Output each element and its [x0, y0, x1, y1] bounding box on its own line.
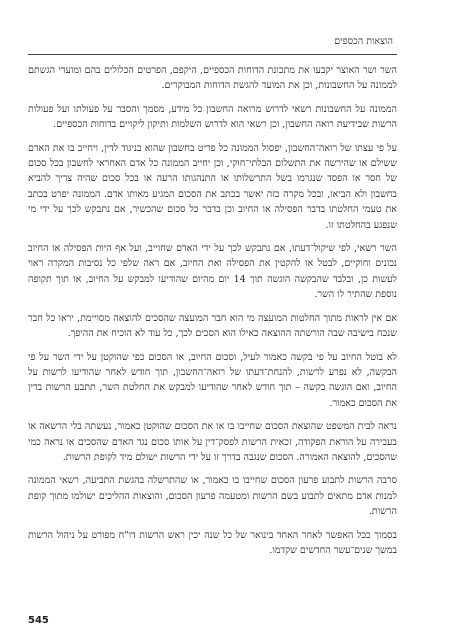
paragraph: לא בוטל החיוב על פי בקשה כאמור לעיל, וסכום החיוב, או הסכום כפי שהוקטן על ידי השר על פי הבקשה, לא נפרע לרשות, להנחת־דעתו של רואה־החשבון, תוך חודש לאחר שהודיעו לרשות על החיוב, ואם הוגשה בקשה – תוך חודש לאחר שהודיעו למבקש את החלטת השר, תתבע הרשות בדין את הסכום כאמור.: [28, 351, 397, 409]
header-divider: [28, 54, 397, 55]
paragraph: אם אין לראות מתוך החלטות המועצה מי הוא חבר המועצה שהסכים להוצאה מסויימת, יראו כל חבר שנכח בישיבה שבה הורשתה ההוצאה כאילו הוא הסכים לכך, כל עוד לא הוכיח את ההיפך.: [28, 312, 397, 340]
paragraph: סרבה הרשות לתבוע פרעון הסכום שחייבו בו כאמור, או שהתרשלה בהגשת התביעה, רשאי הממונה למנות אדם מתאים לתבוע בשם הרשות ומטעמה פרעון הסכום, והוצאות ההליכים ישולמו מתוך קופת הרשות.: [28, 475, 397, 518]
body-text: [28, 63, 397, 566]
running-header-title: הוצאות הכספים: [334, 36, 393, 47]
paragraph: על פי עצתו של רואה־החשבון, יפסול הממונה כל פריט בחשבון שהוא בניגוד לדין, ויחייב בו את האדם ששילם או שהירשה את התשלום הבלתי־חוקי, וכן יחייב הממונה כל אדם האחראי לחשבון בכל סכום של חסר או הפסד שנגרמו בשל התרשלותו או התנהגותו הרעה או בכל סכום שהיה צריך להביא בחשבון ולא הביאו, ובכל מקרה כזה יאשר בכתב את הסכום המגיע מאותו אדם. הממונה יפרט בכתב את טעמי החלטתו בדבר הפסילה או החיוב וכן בדבר כל סכום שהכשיר, אם נתבקש לכך על ידי מי שנפגע בהחלטתו זו.: [28, 142, 397, 231]
paragraph: נראה לבית המשפט שהוצאת הסכום שחייבו בו או את הסכום שהוקטן כאמור, נעשתה בלי הרשאה או בעבירה על הוראת הפקודה, זכאית הרשות לפסק־דין על אותו סכום נגד האדם שהסכים או נראה כמי שהסכים, להוצאה האמורה. הסכום שנגבה בדרך זו על ידי הרשות ישולם מיד לקופת הרשות.: [28, 421, 397, 463]
paragraph: השר רשאי, לפי שיקול־דעתו, אם נתבקש לכך על ידי האדם שחוייב, ועל אף היות הפסילה או החיוב נכונים וחוקיים, לבטל או להקטין את הפסילה ואת החיוב, אם ראה שלפי כל נסיבות המקרה ראוי לעשות כן, ובלבד שהבקשה הוגשה תוך 14 יום מהיום שהודיעו למבקש על החיוב, או תוך תקופה נוספת שהתיר לו השר.: [28, 243, 398, 301]
paragraph: בסמוך ככל האפשר לאחר האחד בינואר של כל שנה יכין ראש הרשות דו"ח מפורט על ניהול הרשות במשך שנים־עשר החדשים שקדמו.: [28, 529, 397, 556]
paragraph: השר ושר האוצר יקבעו את מתכונת הדוחות הכספיים, היקפם, הפרטים הכלולים בהם ומועדי הגשתם לממונה על החשבונות, וכן את המועד להגשת הדוחות המבוקרים.: [28, 65, 397, 92]
page-number: 545: [28, 615, 49, 626]
paragraph: הממונה על החשבונות רשאי לדרוש מרואה החשבון כל מידע, מסמך והסבר על פעולתו ועל פעולות הרשות שבידיעת רואה החשבון, וכן רשאי הוא לדרוש השלמות ותיקון ליקויים בדוחות הכספיים.: [28, 103, 397, 131]
